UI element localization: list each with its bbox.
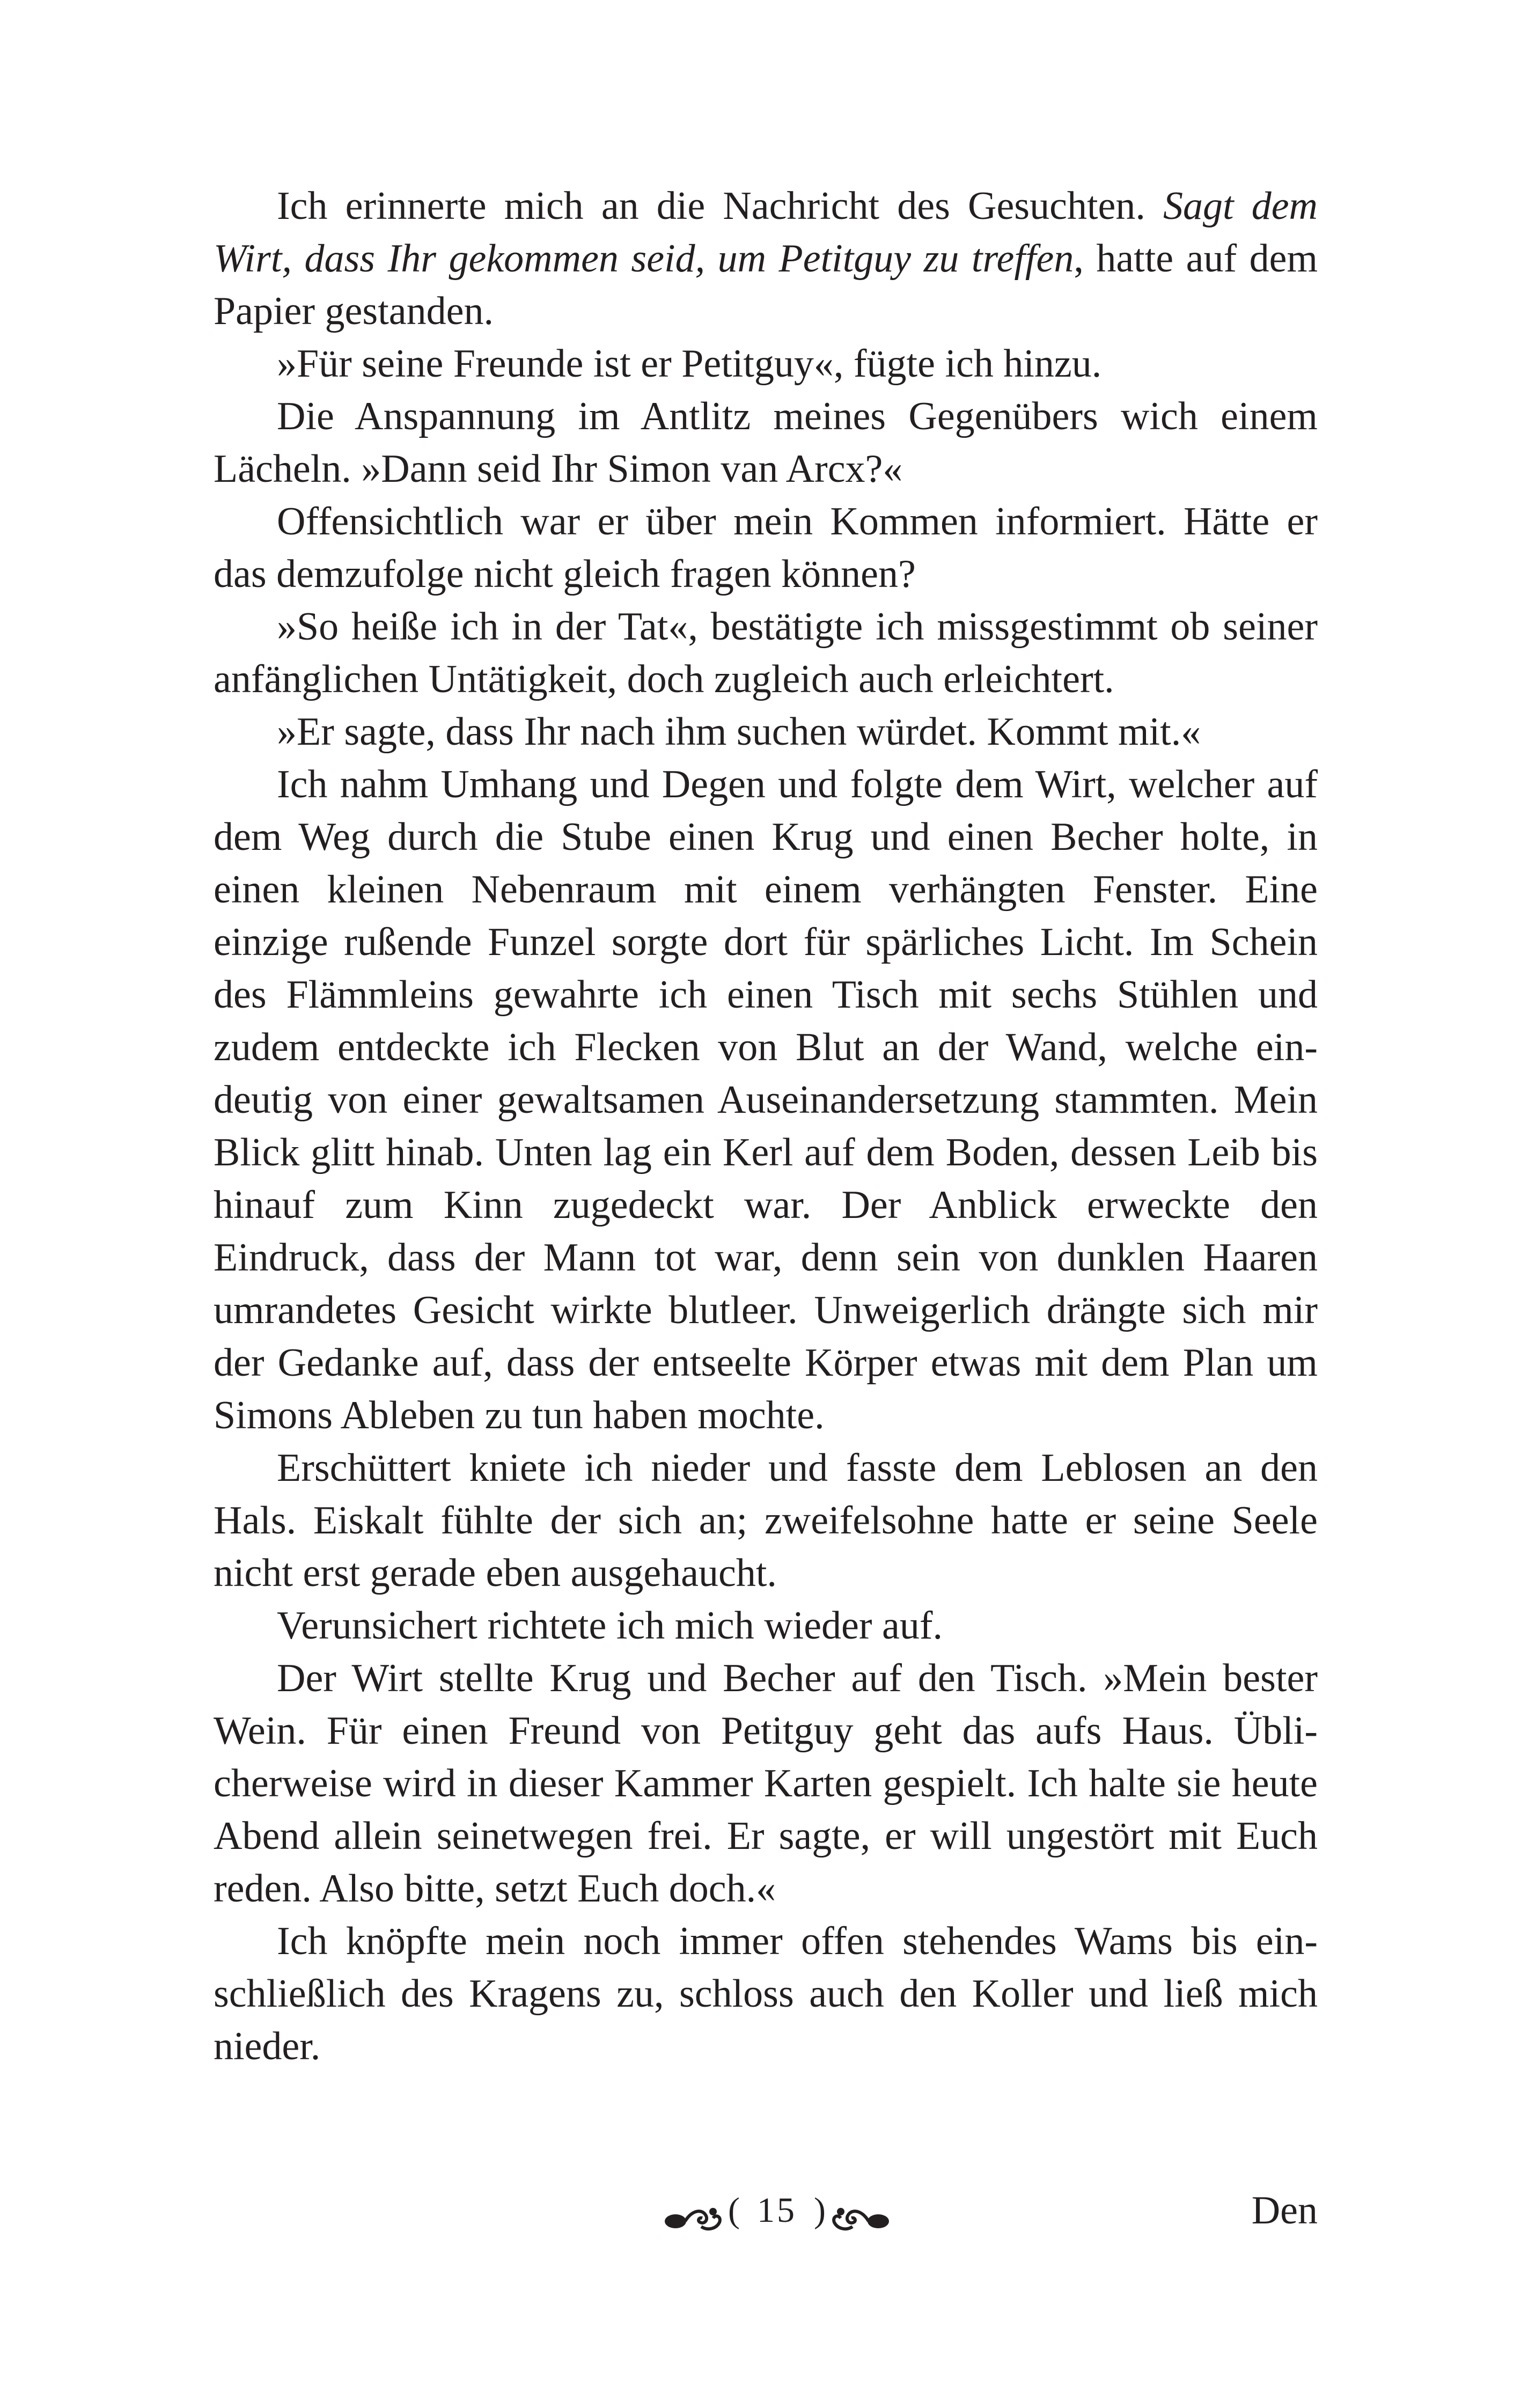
page-number-group — [670, 2181, 884, 2240]
fleuron-left-icon — [664, 2194, 723, 2227]
paragraph-6: »Er sagte, dass Ihr nach ihm suchen würdet. Kommt mit.« — [277, 710, 1201, 754]
paragraph-9: Verunsichert richtete ich mich wieder auf. — [277, 1604, 943, 1648]
paragraph-11: Ich knöpfte mein noch immer offen stehendes Wams bis einschließlich des Kragens zu, schloss auch den Koller und ließ mich nieder. — [214, 1919, 1318, 2068]
page-number: 15 — [757, 2191, 797, 2230]
paragraph-1 — [214, 180, 1318, 337]
open-paren: ( — [728, 2191, 740, 2230]
paragraph-8: Erschüttert kniete ich nieder und fasste dem Leblosen an den Hals. Eiskalt fühlte der sich an; zweifelsohne hatte er seine Seele nicht erst gerade eben ausgehaucht. — [214, 1446, 1318, 1595]
paragraph-1-italic-quote: Sagt dem Wirt, dass Ihr gekommen seid, um Petitguy zu treffen — [214, 184, 1318, 281]
paragraph-3: Die Anspannung im Antlitz meines Gegenübers wich einem Lächeln. »Dann seid Ihr Simon van Arcx?« — [214, 394, 1318, 491]
paragraph-1-end: , hatte auf dem Papier gestanden. — [214, 237, 1318, 333]
paragraph-7: Ich nahm Umhang und Degen und folgte dem Wirt, welcher auf dem Weg durch die Stube einen Krug und einen Becher holte, in einen kleinen Nebenraum mit einem verhängten Fenster. Eine einzige rußende Funzel sorgte dort für spärliches Licht. Im Schein des Flämmleins gewahrte ich einen Tisch mit sechs Stühlen und zudem entdeckte ich Flecken von Blut an der Wand, welche eindeutig von einer gewaltsamen Auseinandersetzung stammten. Mein Blick glitt hinab. Unten lag ein Kerl auf dem Boden, dessen Leib bis hinauf zum Kinn zugedeckt war. Der Anblick erweckte den Eindruck, dass der Mann tot war, denn sein von dunklen Haaren umrandetes Gesicht wirkte blutleer. Unweigerlich drängte sich mir der Gedanke auf, dass der entseelte Körper etwas mit dem Plan um Simons Ableben zu tun haben mochte. — [214, 762, 1318, 1437]
body-text — [214, 180, 1318, 2073]
paragraph-5: »So heiße ich in der Tat«, bestätigte ich missgestimmt ob seiner anfänglichen Untätigkeit, doch zugleich auch erleichtert. — [214, 605, 1318, 701]
paragraph-2: »Für seine Freunde ist er Petitguy«, fügte ich hinzu. — [277, 342, 1102, 386]
page-footer — [0, 2181, 1521, 2240]
catchword: Den — [1251, 2189, 1318, 2233]
fleuron-right-icon — [831, 2194, 890, 2227]
close-paren: ) — [814, 2191, 826, 2230]
paragraph-1-start: Ich erinnerte mich an die Nachricht des Gesuchten. — [277, 184, 1163, 228]
paragraph-4: Offensichtlich war er über mein Kommen informiert. Hätte er das demzufolge nicht gleich fragen können? — [214, 500, 1318, 596]
paragraph-10: Der Wirt stellte Krug und Becher auf den Tisch. »Mein bester Wein. Für einen Freund von Petitguy geht das aufs Haus. Üblicherweise wird in dieser Kammer Karten gespielt. Ich halte sie heute Abend allein seinetwegen frei. Er sagte, er will ungestört mit Euch reden. Also bitte, setzt Euch doch.« — [214, 1656, 1318, 1911]
